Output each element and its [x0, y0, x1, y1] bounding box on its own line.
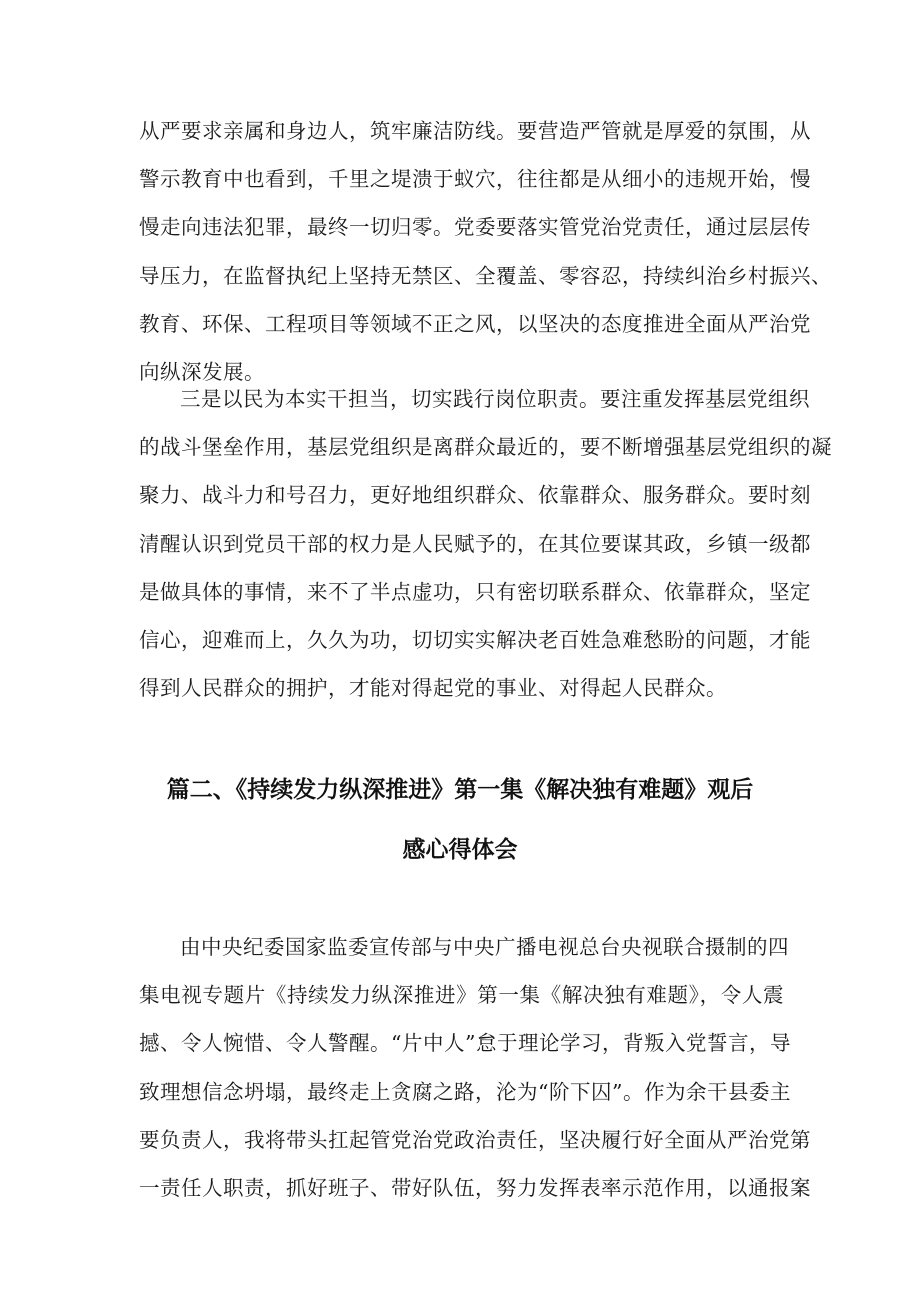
- text-line: 教育、环保、工程项目等领域不正之风，以坚决的态度推进全面从严治党: [139, 312, 811, 336]
- text-line: 得到人民群众的拥护，才能对得起党的事业、对得起人民群众。: [139, 676, 727, 700]
- text-line: 慢走向违法犯罪，最终一切归零。党委要落实管党治党责任，通过层层传: [139, 215, 811, 239]
- text-line: 聚力、战斗力和号召力，更好地组织群众、依靠群众、服务群众。要时刻: [139, 483, 811, 507]
- text-line: 信心，迎难而上，久久为功，切切实实解决老百姓急难愁盼的问题，才能: [139, 628, 811, 652]
- text-line: 向纵深发展。: [139, 360, 265, 384]
- text-line: 是做具体的事情，来不了半点虚功，只有密切联系群众、依靠群众，坚定: [139, 580, 811, 604]
- text-line: 致理想信念坍塌，最终走上贪腐之路，沦为“阶下囚”。作为余干县委主: [139, 1080, 791, 1104]
- text-line: 从严要求亲属和身边人，筑牢廉洁防线。要营造严管就是厚爱的氛围，从: [139, 119, 811, 143]
- text-line: 的战斗堡垒作用，基层党组织是离群众最近的，要不断增强基层党组织的凝: [139, 435, 832, 459]
- text-line: 要负责人，我将带头扛起管党治党政治责任，坚决履行好全面从严治党第: [139, 1128, 811, 1152]
- text-line: 三是以民为本实干担当，切实践行岗位职责。要注重发挥基层党组织: [180, 387, 810, 411]
- text-line: 清醒认识到党员干部的权力是人民赋予的，在其位要谋其政，乡镇一级都: [139, 532, 811, 556]
- text-line: 集电视专题片《持续发力纵深推进》第一集《解决独有难题》，令人震: [139, 983, 784, 1007]
- text-line: 导压力，在监督执纪上坚持无禁区、全覆盖、零容忍，持续纠治乡村振兴、: [139, 264, 832, 288]
- text-line: 警示教育中也看到，千里之堤溃于蚁穴，往往都是从细小的违规开始，慢: [139, 167, 811, 191]
- text-line: 一责任人职责，抓好班子、带好队伍，努力发挥表率示范作用，以通报案: [139, 1176, 811, 1200]
- text-line: 由中央纪委国家监委宣传部与中央广播电视总台央视联合摄制的四: [180, 935, 789, 959]
- section-title-line-1: 篇二、《持续发力纵深推进》第一集《解决独有难题》观后: [166, 777, 754, 803]
- text-line: 撼、令人惋惜、令人警醒。“片中人”怠于理论学习，背叛入党誓言，导: [139, 1031, 791, 1055]
- section-title-line-2: 感心得体会: [402, 837, 518, 863]
